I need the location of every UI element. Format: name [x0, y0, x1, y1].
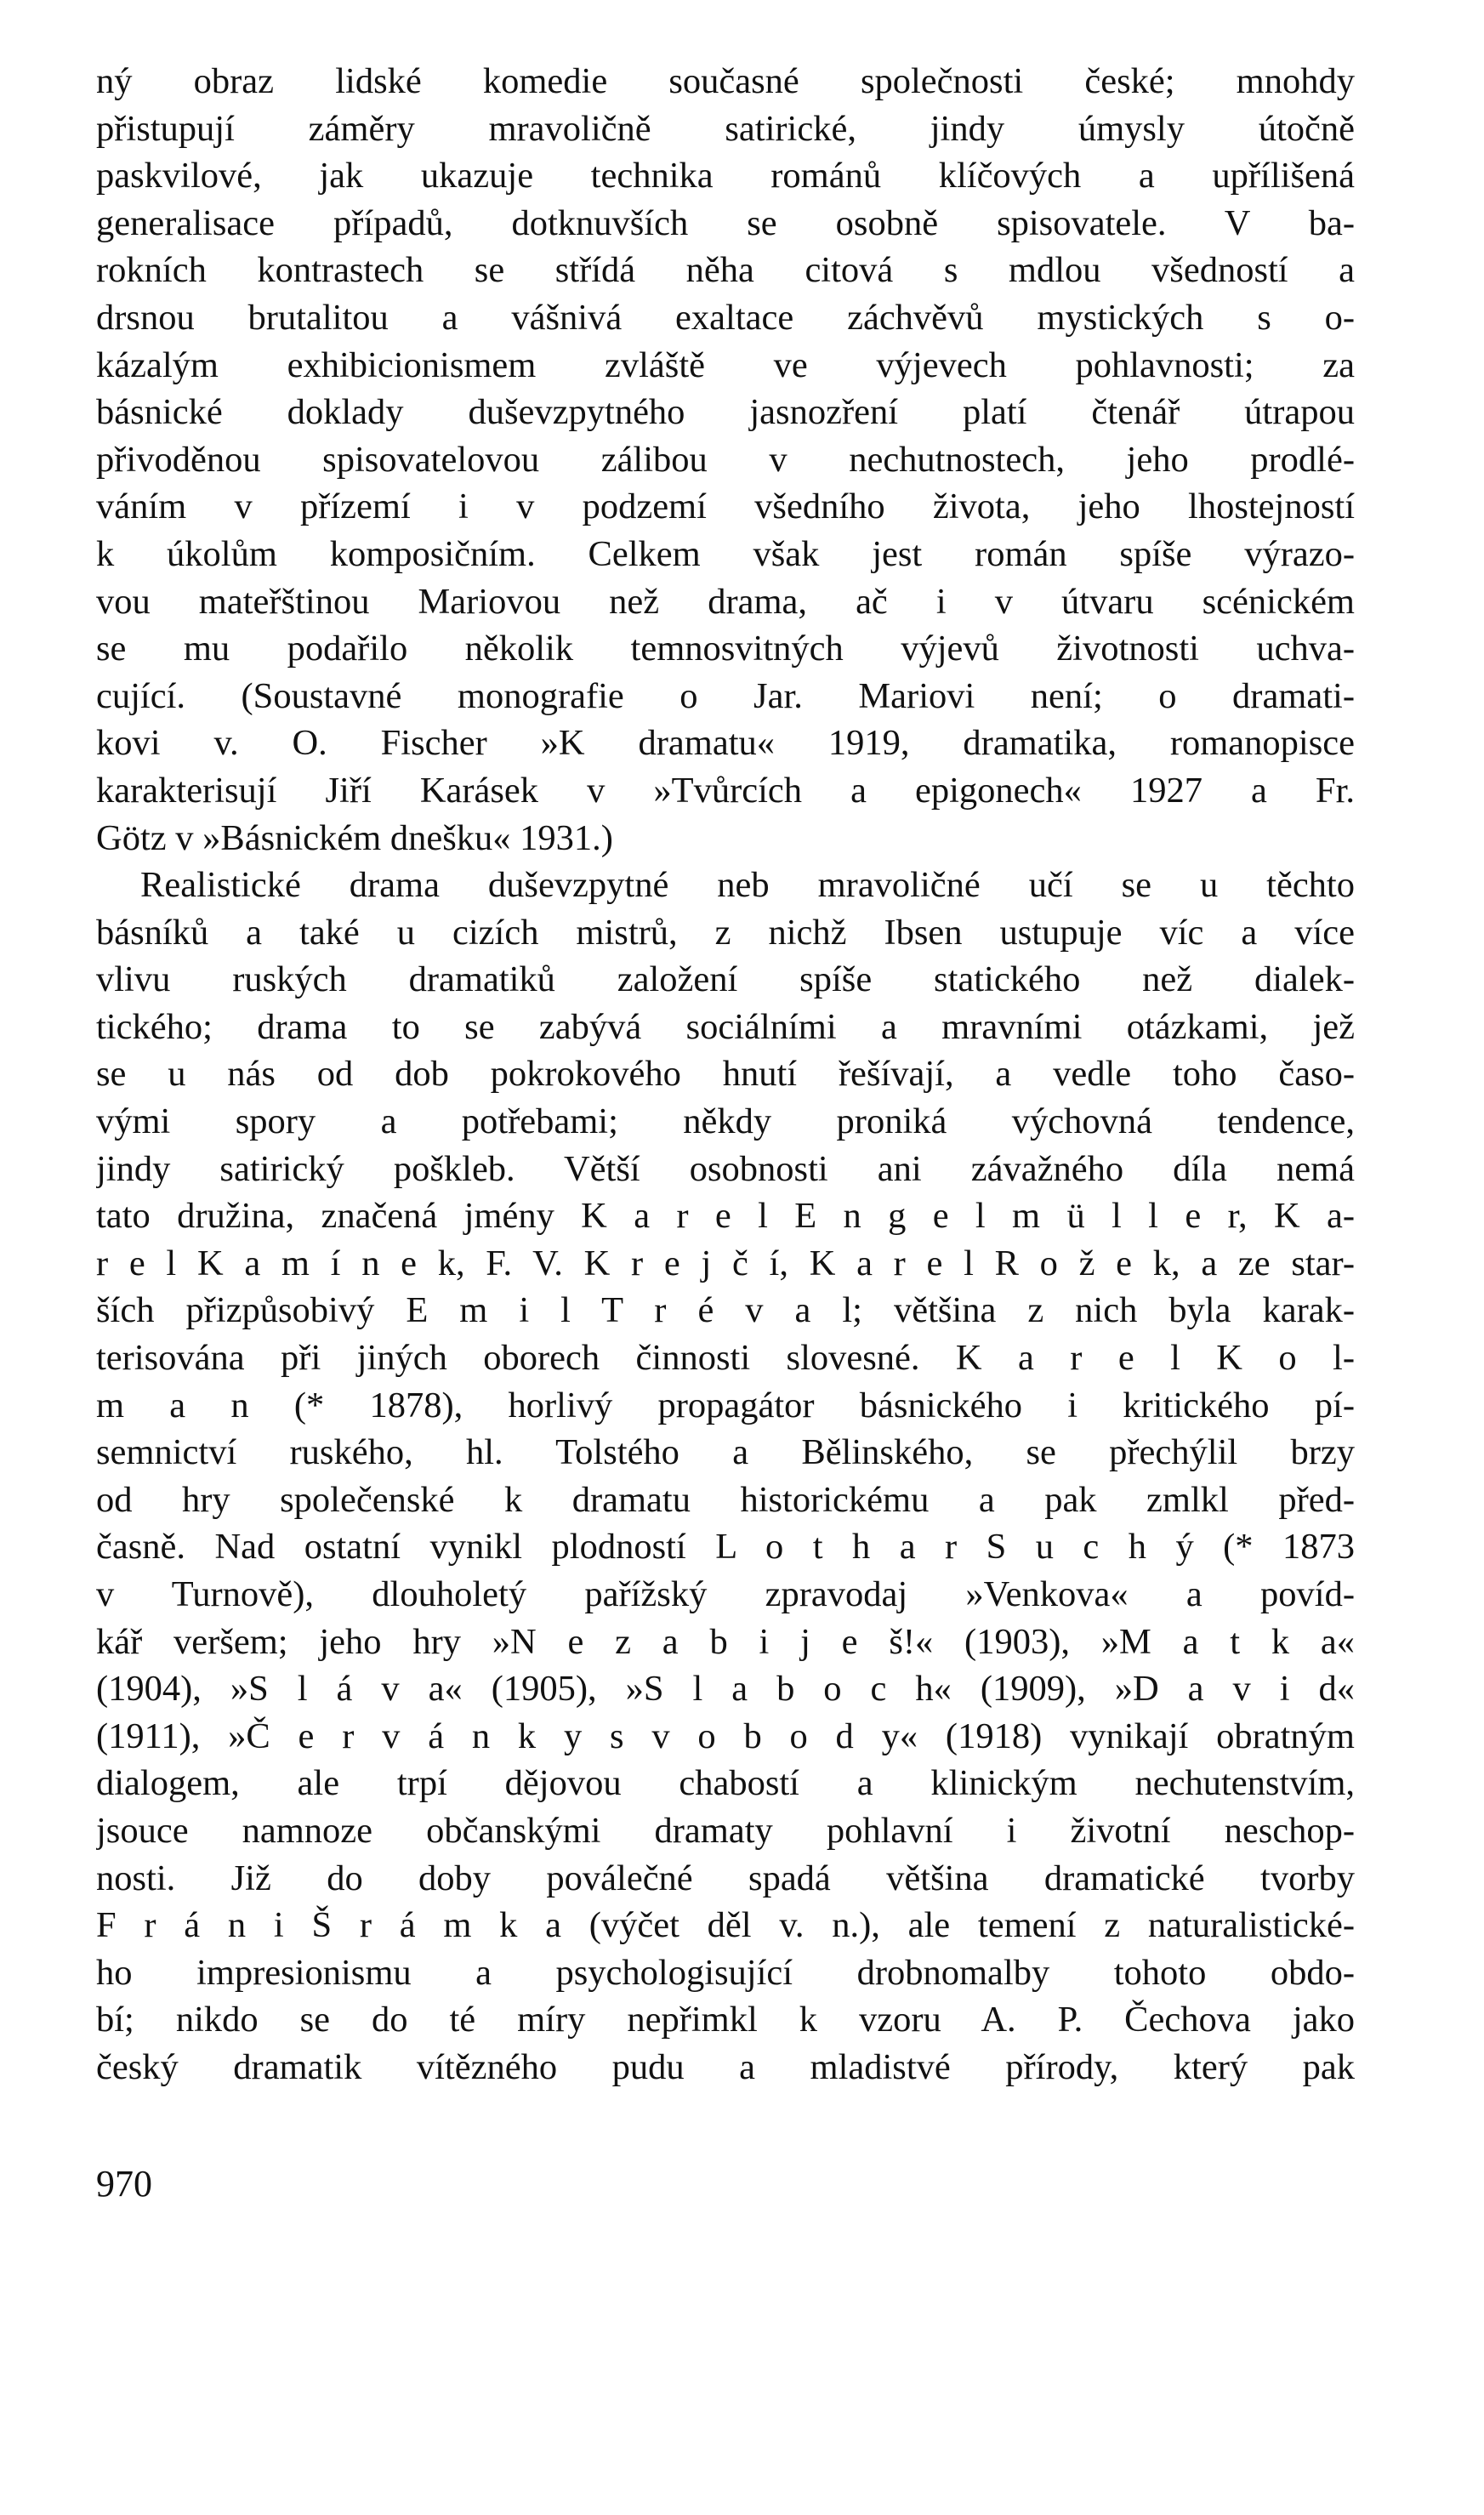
- text-line: rokních kontrastech se střídá něha citová s mdlou všedností a: [96, 250, 1355, 291]
- text-line: básníků a také u cizích mistrů, z nichž Ibsen ustupuje víc a více: [96, 912, 1355, 953]
- text-line: generalisace případů, dotknuvších se osobně spisovatele. V ba-: [96, 202, 1355, 243]
- text-line: básnické doklady duševzpytného jasnozření platí čtenář útrapou: [96, 392, 1355, 433]
- text-line: terisována při jiných oborech činnosti slovesné. K a r e l K o l-: [96, 1338, 1355, 1379]
- text-line: v Turnově), dlouholetý pařížský zpravodaj »Venkova« a povíd-: [96, 1574, 1355, 1614]
- text-line: ný obraz lidské komedie současné společnosti české; mnohdy: [96, 61, 1355, 101]
- text-line: k úkolům komposičním. Celkem však jest román spíše výrazo-: [96, 533, 1355, 574]
- text-line: (1911), »Č e r v á n k y s v o b o d y« (1918) vynikají obratným: [96, 1716, 1355, 1756]
- text-line: bí; nikdo se do té míry nepřimkl k vzoru A. P. Čechova jako: [96, 2000, 1355, 2040]
- text-line: nosti. Již do doby poválečné spadá většina dramatické tvorby: [96, 1858, 1355, 1898]
- text-line: r e l K a m í n e k, F. V. K r e j č í, K a r e l R o ž e k, a ze star-: [96, 1243, 1355, 1283]
- text-line: český dramatik vítězného pudu a mladistvé přírody, který pak: [96, 2046, 1355, 2087]
- text-line: drsnou brutalitou a vášnivá exaltace záchvěvů mystických s o-: [96, 297, 1355, 338]
- text-line: tického; drama to se zabývá sociálními a mravními otázkami, jež: [96, 1006, 1355, 1047]
- text-line: ho impresionismu a psychologisující drobnomalby tohoto obdo-: [96, 1952, 1355, 1993]
- text-line: ších přizpůsobivý E m i l T r é v a l; většina z nich byla karak-: [96, 1290, 1355, 1331]
- text-line: paskvilové, jak ukazuje technika románů klíčových a upřílišená: [96, 156, 1355, 196]
- text-line: karakterisují Jiří Karásek v »Tvůrcích a epigonech« 1927 a Fr.: [96, 770, 1355, 811]
- text-line: Realistické drama duševzpytné neb mravoličné učí se u těchto: [140, 865, 1355, 906]
- paragraph-2: [96, 862, 1355, 2091]
- text-line: semnictví ruského, hl. Tolstého a Bělinského, se přechýlil brzy: [96, 1432, 1355, 1473]
- text-line: od hry společenské k dramatu historickému a pak zmlkl před-: [96, 1479, 1355, 1520]
- text-line: Götz v »Básnickém dnešku« 1931.): [96, 817, 613, 858]
- text-line: F r á n i Š r á m k a (výčet děl v. n.), ale temení z naturalistické-: [96, 1905, 1355, 1946]
- text-line: se u nás od dob pokrokového hnutí řešívají, a vedle toho časo-: [96, 1054, 1355, 1095]
- text-line: vlivu ruských dramatiků založení spíše statického než dialek-: [96, 959, 1355, 1000]
- text-line: váním v přízemí i v podzemí všedního života, jeho lhostejností: [96, 486, 1355, 527]
- text-line: vou mateřštinou Mariovou než drama, ač i v útvaru scénickém: [96, 581, 1355, 622]
- text-line: dialogem, ale trpí dějovou chabostí a klinickým nechutenstvím,: [96, 1763, 1355, 1804]
- text-line: se mu podařilo několik temnosvitných výjevů životnosti uchva-: [96, 629, 1355, 669]
- text-line: m a n (* 1878), horlivý propagátor básnického i kritického pí-: [96, 1385, 1355, 1425]
- text-line: (1904), »S l á v a« (1905), »S l a b o c h« (1909), »D a v i d«: [96, 1669, 1355, 1710]
- text-line: časně. Nad ostatní vynikl plodností L o t h a r S u c h ý (* 1873: [96, 1527, 1355, 1568]
- paragraph-1: [96, 58, 1355, 862]
- text-line: jsouce namnoze občanskými dramaty pohlavní i životní neschop-: [96, 1810, 1355, 1851]
- text-line: přistupují záměry mravoličně satirické, jindy úmysly útočně: [96, 108, 1355, 149]
- text-line: kovi v. O. Fischer »K dramatu« 1919, dramatika, romanopisce: [96, 723, 1355, 764]
- text-line: kář veršem; jeho hry »N e z a b i j e š!« (1903), »M a t k a«: [96, 1621, 1355, 1662]
- body-text: [96, 58, 1355, 2091]
- page-number: 970: [96, 2163, 152, 2205]
- text-line: jindy satirický pošklеb. Větší osobnosti ani závažného díla nemá: [96, 1148, 1355, 1189]
- text-line: cující. (Soustavné monografie o Jar. Mariovi není; o dramati-: [96, 675, 1355, 716]
- text-line: přivoděnou spisovatelovou zálibou v nechutnostech, jeho prodlé-: [96, 439, 1355, 480]
- text-line: vými spory a potřebami; někdy proniká výchovná tendence,: [96, 1101, 1355, 1142]
- text-line: kázalým exhibicionismem zvláště ve výjevech pohlavnosti; za: [96, 344, 1355, 385]
- text-line: tato družina, značená jmény K a r e l E n g e l m ü l l e r, K a-: [96, 1196, 1355, 1237]
